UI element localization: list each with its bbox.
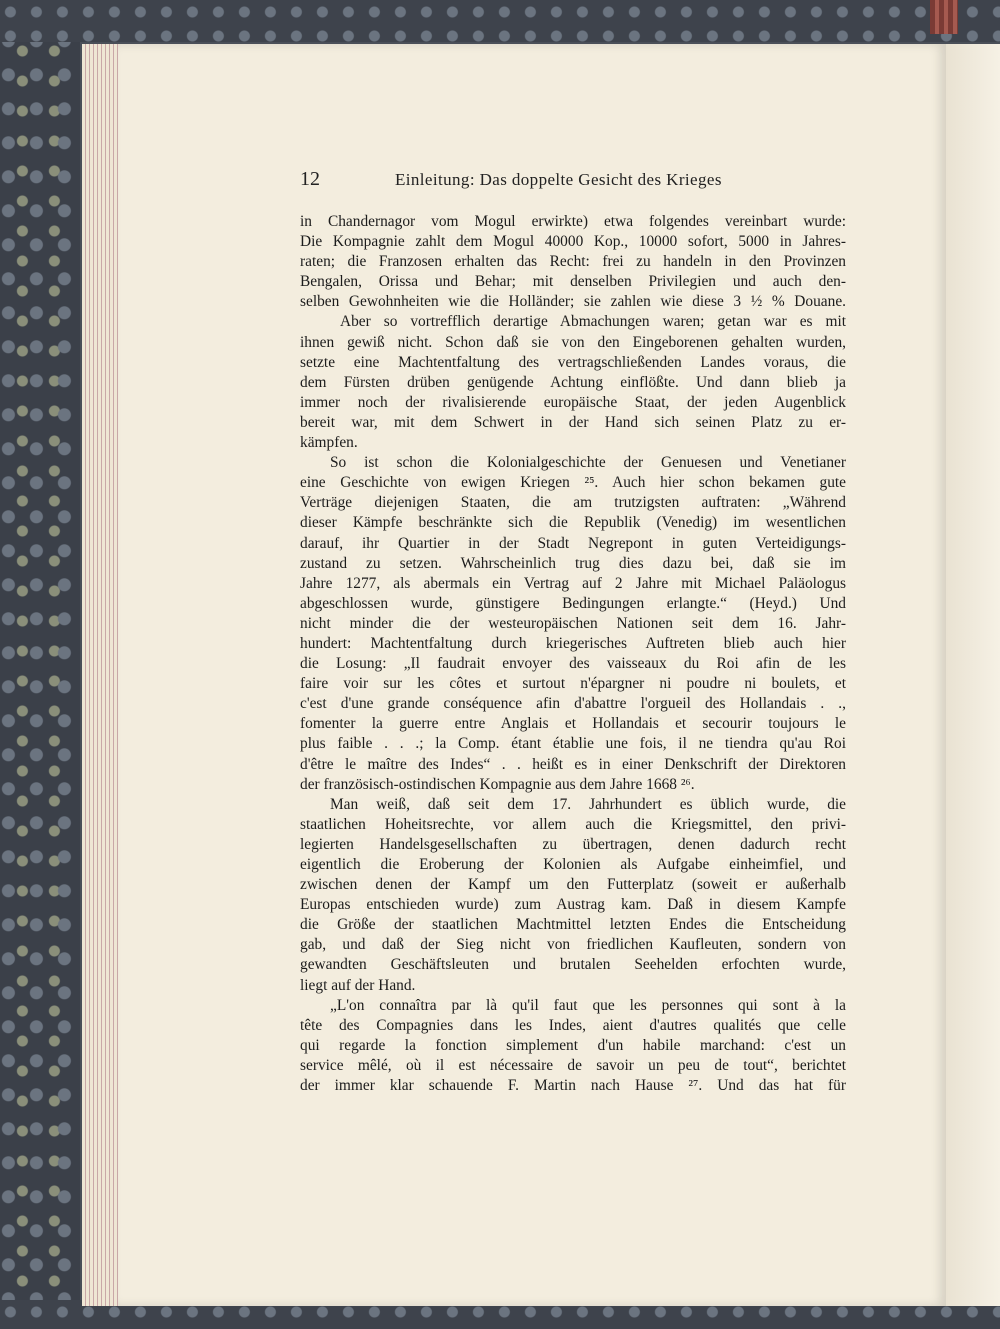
text-line: darauf, ihr Quartier in der Stadt Negrepont in guten Verteidigungs- (300, 534, 846, 552)
book-cover-top (0, 0, 1000, 42)
text-line: setzte eine Machtentfaltung des vertragschließenden Landes voraus, die (300, 353, 846, 371)
text-line: nicht minder die der westeuropäischen Nationen seit dem 16. Jahr- (300, 614, 846, 632)
text-line: gewandten Geschäftsleuten und brutalen Seehelden erfochten wurde, (300, 956, 846, 974)
text-line: faire voir sur les côtes et surtout n'épargner ni poudre ni boulets, et (300, 675, 846, 693)
text-line: selben Gewohnheiten wie die Holländer; sie zahlen wie diese 3 ½ % Douane. (300, 293, 846, 311)
text-line: Man weiß, daß seit dem 17. Jahrhundert es üblich wurde, die (330, 795, 846, 813)
text-line: fomenter la guerre entre Anglais et Hollandais et secourir toujours le (300, 715, 846, 733)
text-line: So ist schon die Kolonialgeschichte der Genuesen und Venetianer (330, 454, 846, 472)
text-line: liegt auf der Hand. (300, 976, 416, 994)
text-line: eine Geschichte von ewigen Kriegen ²⁵. Auch hier schon bekamen gute (300, 474, 846, 492)
body-text (300, 212, 846, 1096)
text-line: legierten Handelsgesellschaften zu übertragen, denen dadurch recht (300, 835, 846, 853)
text-line: hundert: Machtentfaltung durch kriegerisches Auftreten blieb auch hier (300, 634, 846, 652)
text-line: plus faible . . .; la Comp. étant établie une fois, il ne tiendra qu'au Roi (300, 735, 846, 753)
text-line: „L'on connaîtra par là qu'il faut que les personnes qui sont à la (330, 996, 846, 1014)
text-line: Aber so vortrefflich derartige Abmachungen waren; getan war es mit (340, 313, 846, 331)
text-line: Bengalen, Orissa und Behar; mit denselben Privilegien und auch den- (300, 273, 846, 291)
text-line: Verträge diejenigen Staaten, die am trutzigsten auftraten: „Während (300, 494, 846, 512)
text-line: gab, und daß der Sieg nicht von friedlichen Kaufleuten, sondern von (300, 936, 846, 954)
text-line: service mêlé, où il est nécessaire de savoir un peu de tout“, berichtet (300, 1056, 846, 1074)
text-line: Die Kompagnie zahlt dem Mogul 40000 Kop., 10000 sofort, 5000 in Jahres- (300, 233, 846, 251)
text-line: in Chandernagor vom Mogul erwirkte) etwa folgendes vereinbart wurde: (300, 213, 846, 230)
text-line: Europas entschieden wurde) zum Austrag kam. Daß in diesem Kampfe (300, 896, 846, 914)
text-line: kämpfen. (300, 434, 358, 452)
book-cover-left (0, 0, 80, 1329)
text-line: eigentlich die Eroberung der Kolonien als Aufgabe einheimfiel, und (300, 856, 846, 873)
text-line: abgeschlossen wurde, günstigere Bedingungen erlangte.“ (Heyd.) Und (300, 594, 846, 612)
text-line: die Losung: „Il faudrait envoyer des vaisseaux du Roi afin de les (300, 655, 846, 673)
text-line: qui regarde la fonction simplement d'un habile marchand: c'est un (300, 1036, 846, 1054)
running-title: Einleitung: Das doppelte Gesicht des Krieges (395, 170, 722, 189)
text-line: raten; die Franzosen erhalten das Recht: frei zu handeln in den Provinzen (300, 253, 846, 271)
text-line: bereit war, mit dem Schwert in der Hand sich seinen Platz zu er- (300, 413, 846, 431)
text-line: zwischen denen der Kampf um den Futterplatz (soweit er außerhalb (300, 876, 846, 894)
text-line: c'est d'une grande conséquence afin d'abattre l'orgueil des Hollandais . ., (300, 695, 846, 713)
text-line: Jahre 1277, als abermals ein Vertrag auf 2 Jahre mit Michael Paläologus (300, 574, 846, 592)
text-line: zustand zu setzen. Wahrscheinlich trug dies dazu bei, daß sie im (300, 554, 846, 572)
bookmark-ribbon (930, 0, 958, 34)
text-line: d'être le maître des Indes“ . . heißt es in einer Denkschrift der Direktoren (300, 755, 846, 773)
page-number: 12 (300, 168, 320, 190)
text-line: dieser Kämpfe beschränkte sich die Republik (Venedig) im wesentlichen (300, 514, 846, 532)
text-line: dem Fürsten drüben genügende Achtung einflößte. Und dann blieb ja (300, 373, 846, 391)
text-line: der französisch-ostindischen Kompagnie aus dem Jahre 1668 ²⁶. (300, 775, 695, 793)
text-line: ihnen gewiß nicht. Schon daß sie von den Eingeborenen gehalten wurden, (300, 333, 846, 351)
page-header (300, 168, 846, 198)
facing-page-edge (946, 44, 1000, 1306)
text-line: staatlichen Hoheitsrechte, vor allem auch die Kriegsmittel, den privi- (300, 815, 846, 833)
text-line: tête des Compagnies dans les Indes, aient d'autres qualités que celle (300, 1016, 846, 1034)
page-edges (82, 44, 119, 1306)
text-line: immer noch der rivalisierende europäische Staat, der jeden Augenblick (300, 393, 846, 411)
text-line: der immer klar schauende F. Martin nach Hause ²⁷. Und das hat für (300, 1077, 846, 1095)
text-line: die Größe der staatlichen Machtmittel letzten Endes die Entscheidung (300, 916, 846, 934)
